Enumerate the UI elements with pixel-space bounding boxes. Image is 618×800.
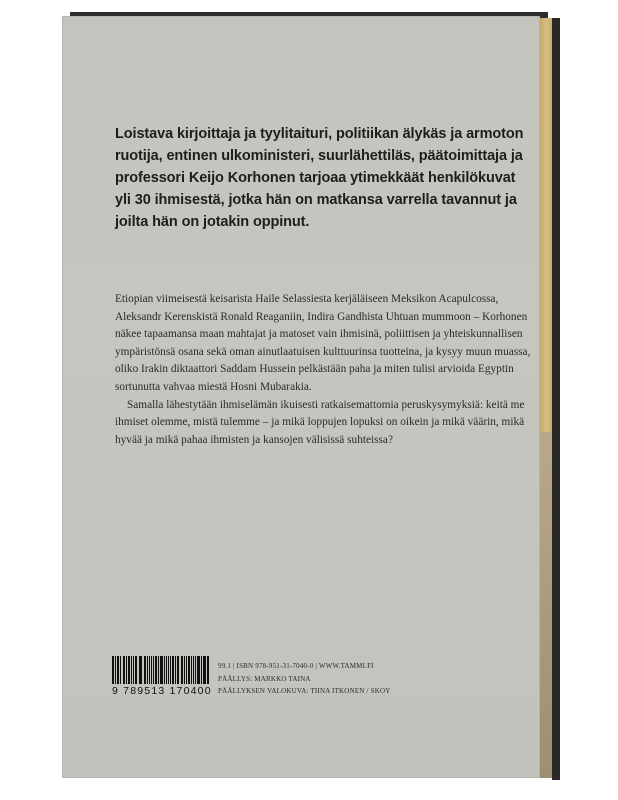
barcode-digits: 9 789513 170400 [112, 685, 212, 697]
cover-panel [62, 16, 540, 778]
description [115, 291, 535, 449]
barcode-bars [112, 656, 210, 684]
book-spine-edge [552, 18, 560, 780]
barcode-bar [151, 656, 152, 684]
barcode-bar [124, 656, 125, 684]
imprint-cover-designer: PÄÄLLYS: MARKKO TAINA [218, 674, 311, 683]
imprint-cover-photo-credit: PÄÄLLYKSEN VALOKUVA: TIINA ITKONEN / SKOY [218, 687, 391, 695]
barcode-bar [166, 656, 167, 684]
barcode-bar [136, 656, 137, 684]
barcode-bar [141, 656, 142, 684]
barcode-bar [126, 656, 127, 684]
isbn-barcode [112, 656, 212, 696]
book-back-cover [62, 12, 558, 780]
blurb-text: Loistava kirjoittaja ja tyylitaituri, politiikan älykäs ja armoton ruotija, entinen ulkoministeri, suurlähettiläs, päätoimittaja ja professori Keijo Korhonen tarjoaa ytimekkäät henkilökuvat yli 30 ihmisestä, jotka hän on matkansa varrella tavannut ja joilta hän on jotakin oppinut. [115, 126, 524, 230]
description-paragraph-2: Samalla lähestytään ihmiselämän ikuisesti ratkaisemattomia peruskysymyksiä: keitä me ihmiset olemme, mistä tulemme – ja mikä loppujen lopuksi on oikein ja mikä väärin, mikä hyvää ja mikä pahaa ihmisten ja kansojen välisissä suhteissa? [115, 398, 525, 446]
barcode-bar [204, 656, 205, 684]
description-paragraph-1: Etiopian viimeisestä keisarista Haile Selassiesta kerjäläiseen Meksikon Acapulcossa, Aleksandr Kerenskistä Ronald Reaganiin, Indira Gandhista Uhtuan mummoon – Korhonen näkee tapaamansa maan mahtajat ja matoset vain ihmisinä, poliittisen ja yhteiskunnallisen ympäristönsä osana sekä oman ainutlaatuisen kulttuurinsa tuotteina, ja kysyy muun muassa, oliko Irakin diktaattori Saddam Hussein pelkästään paha ja miten tulisi arvioida Egyptin sortunutta vahvaa miestä Hosni Mubarakia. [115, 293, 531, 393]
barcode-bar [156, 656, 157, 684]
imprint-isbn-line: 99.1 | ISBN 978-951-31-7040-0 | WWW.TAMMI.FI [218, 662, 374, 670]
barcode-bar [193, 656, 194, 684]
barcode-bar [120, 656, 121, 684]
barcode-bar [115, 656, 116, 684]
imprint-info [218, 660, 458, 698]
